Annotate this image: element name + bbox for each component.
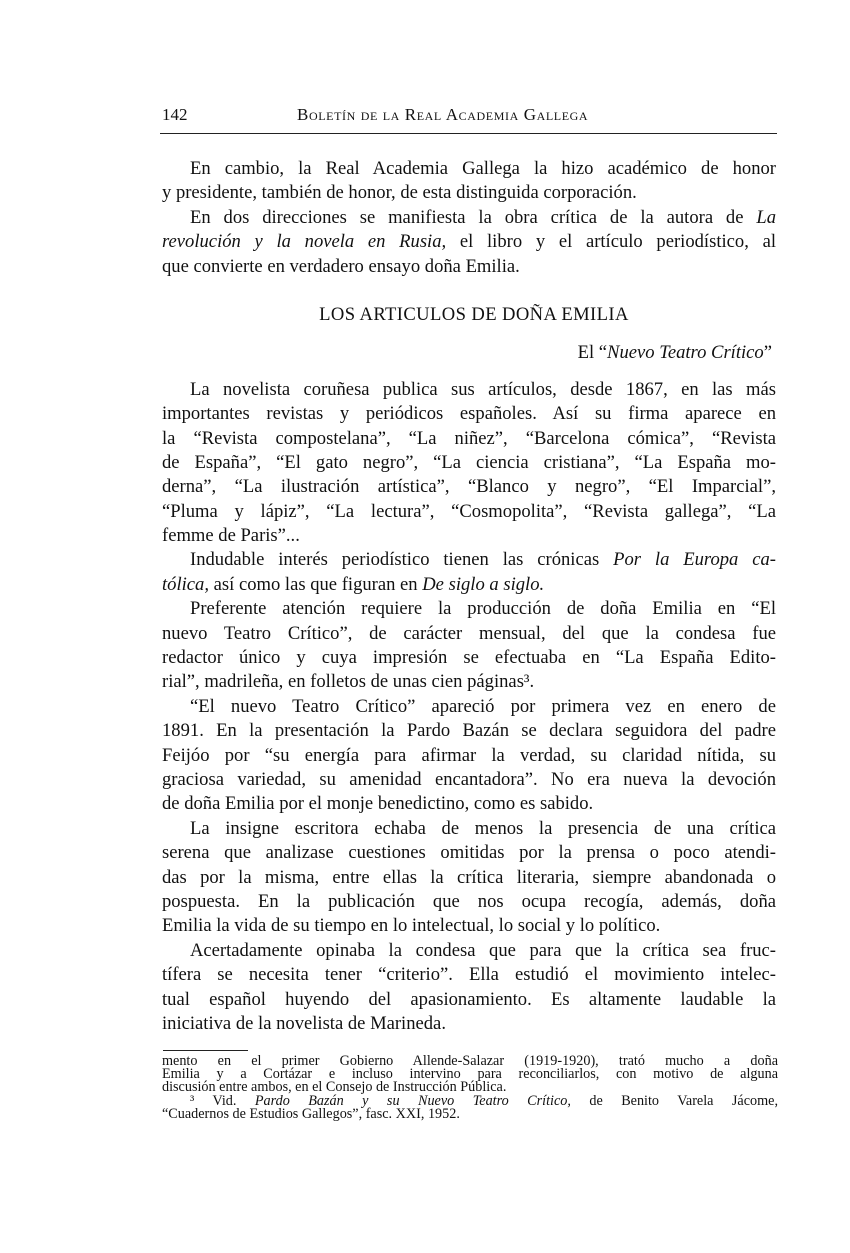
text-span: de doña Emilia por el monje benedictino, como es sabido. xyxy=(162,793,594,815)
body-text xyxy=(162,157,776,1036)
text-line xyxy=(162,451,776,475)
text-span: El “ xyxy=(577,342,608,364)
text-line xyxy=(162,646,776,670)
text-span: Indudable interés periodístico tienen las crónicas xyxy=(190,549,614,571)
text-line xyxy=(162,157,776,181)
header-rule xyxy=(160,133,777,134)
text-line xyxy=(162,1012,776,1036)
italic-text: Nuevo Teatro Crítico xyxy=(607,342,764,364)
text-span: Acertadamente opinaba la condesa que para que la crítica sea fruc- xyxy=(190,939,776,961)
text-line xyxy=(162,963,776,987)
text-span: “Cuadernos de Estudios Gallegos”, fasc. XXI, 1952. xyxy=(162,1105,460,1122)
text-span: Preferente atención requiere la producción de doña Emilia en “El xyxy=(190,598,776,620)
text-span: La insigne escritora echaba de menos la presencia de una crítica xyxy=(190,817,776,839)
text-line xyxy=(162,914,776,938)
text-span: Emilia y a Cortázar e incluso intervino para reconciliarlos, con motivo de alguna xyxy=(162,1066,778,1083)
text-span: importantes revistas y periódicos españoles. Así su firma aparece en xyxy=(162,403,776,425)
text-line xyxy=(162,255,776,279)
text-span: pospuesta. En la publicación que nos ocupa recogía, además, doña xyxy=(162,890,776,912)
text-span: graciosa variedad, su amenidad encantadora”. No era nueva la devoción xyxy=(162,768,776,790)
text-line xyxy=(162,670,776,694)
section-subheading xyxy=(162,341,776,365)
text-span: de España”, “El gato negro”, “La ciencia cristiana”, “La España mo- xyxy=(162,451,776,473)
text-span: así como las que figuran en xyxy=(209,573,423,595)
italic-text: Por la Europa ca- xyxy=(613,549,776,571)
text-span: En cambio, la Real Academia Gallega la hizo académico de honor xyxy=(190,158,776,179)
text-span: el libro y el artículo periodístico, al xyxy=(446,231,776,253)
text-line xyxy=(162,866,776,890)
text-span: LOS ARTICULOS DE DOÑA EMILIA xyxy=(319,303,629,325)
footnote-line xyxy=(162,1105,778,1122)
footnotes xyxy=(162,1055,778,1121)
text-span: La novelista coruñesa publica sus artículos, desde 1867, en las más xyxy=(190,378,776,400)
text-span: serena que analizase cuestiones omitidas por la prensa o poco atendi- xyxy=(162,842,776,864)
text-span: y presidente, también de honor, de esta distinguida corporación. xyxy=(162,182,637,204)
text-line xyxy=(162,841,776,865)
text-span: rial”, madrileña, en folletos de unas cien páginas³. xyxy=(162,671,535,693)
text-span: 1891. En la presentación la Pardo Bazán se declara seguidora del padre xyxy=(162,720,776,742)
running-title: Boletín de la Real Academia Gallega xyxy=(297,105,589,124)
italic-text: Pardo Bazán y su Nuevo Teatro Crítico, xyxy=(254,1092,571,1109)
text-line xyxy=(162,573,776,597)
text-line xyxy=(162,695,776,719)
section-heading xyxy=(162,303,776,327)
text-span: de Benito Varela Jácome, xyxy=(570,1092,778,1109)
text-span: iniciativa de la novelista de Marineda. xyxy=(162,1012,446,1034)
text-line xyxy=(162,378,776,402)
text-line xyxy=(162,427,776,451)
italic-text: La xyxy=(756,206,776,228)
text-span: “Pluma y lápiz”, “La lectura”, “Cosmopolita”, “Revista gallega”, “La xyxy=(162,500,776,522)
text-span: mento en el primer Gobierno Allende-Salazar (1919-1920), trató mucho a doña xyxy=(162,1053,778,1069)
text-span: tual español huyendo del apasionamiento. Es altamente laudable la xyxy=(162,988,776,1010)
text-line xyxy=(162,475,776,499)
text-span: discusión entre ambos, en el Consejo de Instrucción Pública. xyxy=(162,1079,507,1096)
text-span: la “Revista compostelana”, “La niñez”, “Barcelona cómica”, “Revista xyxy=(162,427,776,449)
text-line xyxy=(162,939,776,963)
text-span: ” xyxy=(763,342,772,364)
text-span: redactor único y cuya impresión se efectuaba en “La España Edito- xyxy=(162,647,776,669)
text-span: En dos direcciones se manifiesta la obra crítica de la autora de xyxy=(190,206,757,228)
text-line xyxy=(162,206,776,230)
text-line xyxy=(162,524,776,548)
text-span: femme de Paris”... xyxy=(162,525,300,547)
text-line xyxy=(162,548,776,572)
text-span: “El nuevo Teatro Crítico” apareció por primera vez en enero de xyxy=(190,695,776,717)
text-span: Emilia la vida de su tiempo en lo intelectual, lo social y lo político. xyxy=(162,915,661,937)
text-span: Feijóo por “su energía para afirmar la verdad, su claridad nítida, su xyxy=(162,744,776,766)
text-line xyxy=(162,744,776,768)
text-span: derna”, “La ilustración artística”, “Blanco y negro”, “El Imparcial”, xyxy=(162,476,776,498)
text-span: que convierte en verdadero ensayo doña Emilia. xyxy=(162,255,520,277)
text-line xyxy=(162,500,776,524)
text-line xyxy=(162,988,776,1012)
text-line xyxy=(162,230,776,254)
text-span: nuevo Teatro Crítico”, de carácter mensual, del que la condesa fue xyxy=(162,622,776,644)
italic-text: revolución y la novela en Rusia, xyxy=(162,231,447,253)
italic-text: tólica, xyxy=(162,573,209,595)
text-line xyxy=(162,622,776,646)
text-line xyxy=(162,402,776,426)
text-line xyxy=(162,817,776,841)
text-line xyxy=(162,719,776,743)
footnote-rule xyxy=(163,1050,248,1051)
text-line xyxy=(162,890,776,914)
text-span: ³ Vid. xyxy=(190,1092,255,1109)
text-line xyxy=(162,597,776,621)
running-header xyxy=(162,105,778,129)
text-line xyxy=(162,181,776,205)
text-span: das por la misma, entre ellas la crítica literaria, siempre abandonada o xyxy=(162,866,776,888)
italic-text: De siglo a siglo. xyxy=(422,573,545,595)
text-span: tífera se necesita tener “criterio”. Ella estudió el movimiento intelec- xyxy=(162,964,776,986)
text-line xyxy=(162,792,776,816)
text-line xyxy=(162,768,776,792)
page-number: 142 xyxy=(162,105,188,124)
